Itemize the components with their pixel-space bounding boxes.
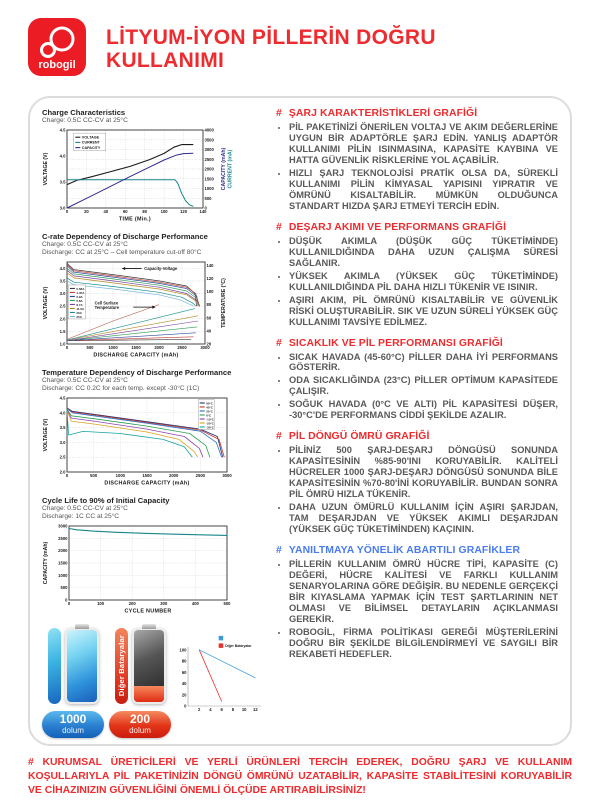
svg-text:400: 400 (191, 600, 199, 606)
svg-text:10: 10 (241, 706, 247, 712)
svg-text:0: 0 (67, 600, 71, 606)
svg-text:60: 60 (181, 669, 187, 675)
svg-text:5.8A: 5.8A (76, 298, 83, 303)
svg-text:40: 40 (206, 328, 212, 334)
temperature-discharge-block (42, 368, 264, 494)
chart-title: Charge Characteristics (42, 108, 126, 117)
svg-text:1.0: 1.0 (59, 341, 66, 347)
svg-text:4.5: 4.5 (59, 127, 66, 133)
svg-text:VOLTAGE (V): VOLTAGE (V) (43, 152, 49, 186)
svg-text:500: 500 (60, 584, 68, 590)
svg-text:3000: 3000 (222, 472, 232, 478)
badge-unit: dolum (62, 725, 84, 735)
svg-text:4000: 4000 (204, 127, 214, 133)
bullet-item: • SOĞUK HAVADA (0°C VE ALTI) PİL KAPASİTESİ DÜŞER, -30°C'DE PERFORMANS CİDDİ ŞEKİLDE AZALIR. (289, 399, 558, 421)
svg-text:8: 8 (231, 706, 235, 712)
cycle-life-block (42, 496, 264, 622)
footer-note: # KURUMSAL ÜRETİCİLERİ VE YERLİ ÜRÜNLERİ TERCİH EDEREK, DOĞRU ŞARJ VE KULLANIM KOŞULLARIYLA PİL PAKETİNİZİN DÖNGÜ ÖMRÜNÜ UZATABİLİR, KAPASİTE STABİLİTESİNİ KORUYABİLİR VE CİHAZINIZIN GÜVENLİĞİNİ ÖNEMLİ ÖLÇÜDE ARTIRABİLİRSİNİZ! (28, 757, 572, 797)
svg-text:1000: 1000 (204, 185, 214, 191)
svg-text:2.5: 2.5 (59, 303, 66, 309)
svg-text:120: 120 (206, 275, 214, 281)
bullet-item: • HIZLI ŞARJ TEKNOLOJİSİ PRATİK OLSA DA, SÜREKLİ KULLANIMI PİLİN KİMYASAL YAPISINI YIPRATIR VE ÖMRÜNÜ KISALTABİLİR. MÜMKÜN OLDUĞUNCA STANDART HIZDA ŞARJ ETMEYİ TERCİH EDİN. (289, 168, 558, 212)
svg-text:0: 0 (204, 205, 207, 211)
temperature-discharge-chart (42, 394, 234, 494)
svg-text:1000: 1000 (58, 572, 68, 578)
svg-text:0: 0 (65, 208, 69, 214)
svg-text:25°C: 25°C (206, 408, 213, 413)
bullet-item: • PİL PAKETİNİZİ ÖNERİLEN VOLTAJ VE AKIM DEĞERLERİNE UYGUN BİR ADAPTÖRLE ŞARJ EDİN. YANLIŞ ADAPTÖR KULLANIMI PİLİN ISINMASINA, KAPASİTE KAYBINA VE HATTA GÜVENLİK RİSKLERİNE YOL AÇABİLİR. (289, 122, 558, 166)
svg-text:-20°C: -20°C (206, 420, 214, 425)
svg-text:3000: 3000 (58, 523, 68, 529)
chart-subtitle: Discharge: 1C CC at 25°C (42, 513, 120, 521)
text-sections-column (276, 108, 562, 738)
svg-text:12: 12 (253, 706, 258, 712)
svg-text:100: 100 (97, 600, 105, 606)
svg-text:2000: 2000 (58, 547, 68, 553)
svg-text:Diğer Bataryalar: Diğer Bataryalar (225, 643, 252, 648)
charge-characteristics-block (42, 108, 264, 230)
section-heading: # YANILTMAYA YÖNELİK ABARTILI GRAFİKLER (276, 545, 521, 557)
chart-title: Cycle Life to 90% of Initial Capacity (42, 495, 170, 505)
svg-text:60: 60 (122, 208, 128, 214)
svg-text:0: 0 (65, 344, 69, 350)
section-desarj-akimi (276, 222, 558, 328)
svg-text:2000: 2000 (154, 344, 164, 350)
section-heading: # SICAKLIK VE PİL PERFORMANSI GRAFİĞİ (276, 337, 503, 349)
svg-text:1000: 1000 (115, 472, 125, 478)
section-heading: # ŞARJ KARAKTERİSTİKLERİ GRAFİĞİ (276, 108, 478, 119)
c-rate-discharge-block (42, 232, 264, 366)
svg-text:45°C: 45°C (206, 404, 213, 409)
robogil-logo (28, 18, 86, 76)
section-dongu-omru (276, 431, 558, 535)
svg-text:2.9A: 2.9A (76, 294, 83, 299)
svg-text:500: 500 (223, 600, 231, 606)
section-bullet-list (276, 122, 558, 212)
svg-text:20A: 20A (76, 310, 82, 315)
svg-text:DISCHARGE CAPACITY (mAh): DISCHARGE CAPACITY (mAh) (93, 352, 179, 359)
hash-icon: # (276, 337, 282, 349)
chart-subtitle: Discharge: CC at 25°C – Cell temperature cut-off 80°C (42, 249, 202, 257)
bullet-item: • AŞIRI AKIM, PİL ÖMRÜNÜ KISALTABİLİR VE GÜVENLİK RİSKİ OLUŞTURABİLİR. SIK VE UZUN SÜRELİ YÜKSEK GÜÇ KULLANIMI TAVSİYE EDİLMEZ. (289, 295, 558, 328)
svg-text:80: 80 (142, 208, 148, 214)
page-header (28, 18, 576, 76)
chart-subtitle: Charge: 0.5C CC-CV at 25°C (42, 377, 128, 385)
svg-text:2500: 2500 (177, 344, 187, 350)
robogil-battery-group (42, 628, 104, 738)
svg-text:3.5: 3.5 (59, 179, 66, 185)
full-battery-icon (65, 628, 99, 704)
svg-text:0°C: 0°C (206, 412, 212, 417)
bullet-item: • YÜKSEK AKIMLA (YÜKSEK GÜÇ TÜKETİMİNDE) KULLANILDIĞINDA PİL DAHA HIZLI TÜKENİR VE ISINIR. (289, 271, 558, 293)
hash-icon: # (276, 545, 282, 557)
svg-text:CAPACITY: CAPACITY (81, 145, 101, 150)
low-charge-level (134, 686, 164, 702)
svg-text:TEMPERATURE (°C): TEMPERATURE (°C) (221, 277, 227, 328)
svg-text:Cell Surface: Cell Surface (94, 300, 119, 306)
svg-text:500: 500 (90, 472, 98, 478)
svg-text:3000: 3000 (204, 146, 214, 152)
svg-text:1500: 1500 (204, 175, 214, 181)
svg-text:140: 140 (199, 208, 207, 214)
svg-text:4.0: 4.0 (59, 409, 66, 415)
svg-text:1500: 1500 (131, 344, 141, 350)
svg-text:4.0: 4.0 (59, 153, 66, 159)
svg-text:4.0: 4.0 (59, 265, 66, 271)
page-title-line1: LİTYUM-İYON PİLLERİN DOĞRU (106, 26, 436, 49)
badge-unit: dolum (129, 725, 151, 735)
svg-text:4: 4 (209, 706, 212, 712)
blue-capsule-icon (48, 628, 61, 704)
svg-text:2500: 2500 (58, 535, 68, 541)
svg-text:3000: 3000 (200, 344, 210, 350)
svg-text:20: 20 (181, 691, 187, 697)
chart-subtitle: Charge: 0.5C CC-CV at 25°C (42, 241, 128, 249)
section-bullet-list (276, 236, 558, 328)
svg-text:3.0: 3.0 (59, 439, 66, 445)
chart-subtitle: Charge: 0.5C CC-CV at 25°C (42, 117, 128, 125)
svg-text:2000: 2000 (204, 166, 214, 172)
svg-text:1500: 1500 (142, 472, 152, 478)
bullet-item: • DÜŞÜK AKIMLA (DÜŞÜK GÜÇ TÜKETİMİNDE) KULLANILDIĞINDA DAHA UZUN ÇALIŞMA SÜRESİ SAĞLANIR. (289, 236, 558, 269)
svg-text:6: 6 (220, 706, 223, 712)
svg-text:100: 100 (160, 208, 168, 214)
bullet-item: • DAHA UZUN ÖMÜRLÜ KULLANIM İÇİN AŞIRI ŞARJDAN, TAM DEŞARJDAN VE YÜKSEK AKIMLI DEŞARJDAN (YÜKSEK GÜÇ TÜKETİMİNDEN) KAÇININ. (289, 502, 558, 535)
svg-text:200: 200 (128, 600, 136, 606)
bullet-item: • PİLLERİN KULLANIM ÖMRÜ HÜCRE TİPİ, KAPASİTE (C) DEĞERİ, HÜCRE KALİTESİ VE FARKLI KULLANIM SENARYOLARINA GÖRE DEĞİŞİR. BU NEDENLE GERÇEKÇİ BİR KIYASLAMA YAPMAK İÇİN TEST ŞARTLARININ NET OLMASI VE BİLİMSEL DETAYLARIN AÇIKLANMASI GEREKİR. (289, 559, 558, 625)
svg-text:11.6A: 11.6A (76, 306, 85, 311)
svg-text:3500: 3500 (204, 136, 214, 142)
svg-text:robogil: robogil (38, 59, 76, 71)
battery-terminal-icon (75, 624, 89, 629)
svg-text:40: 40 (181, 680, 187, 686)
bullet-item: • SICAK HAVADA (45-60°C) PİLLER DAHA İYİ PERFORMANS GÖSTERİR. (289, 352, 558, 374)
cycle-life-chart (42, 522, 234, 622)
cycle-comparison-mini-chart-wrap (176, 632, 264, 716)
battery-comparison-figure (42, 628, 264, 738)
svg-text:2500: 2500 (195, 472, 205, 478)
page-title-line2: KULLANIMI (106, 49, 225, 73)
other-battery-group (109, 628, 171, 738)
cycle-comparison-mini-chart (176, 632, 264, 716)
content-card (28, 96, 572, 746)
svg-text:3.5: 3.5 (59, 278, 66, 284)
svg-text:CURRENT (mA): CURRENT (mA) (227, 149, 234, 189)
section-bullet-list (276, 352, 558, 422)
svg-text:-10°C: -10°C (206, 416, 214, 421)
svg-text:1000: 1000 (108, 344, 118, 350)
hash-icon: # (276, 221, 282, 233)
svg-text:Temperature: Temperature (94, 304, 120, 310)
svg-text:80: 80 (181, 658, 187, 664)
svg-text:1.5: 1.5 (59, 328, 66, 334)
svg-text:2500: 2500 (204, 156, 214, 162)
svg-text:CAPACITY (mAh): CAPACITY (mAh) (43, 541, 49, 584)
svg-text:1.45A: 1.45A (76, 290, 85, 295)
robogil-logo-icon (28, 18, 86, 76)
cycle-count-badge-other (109, 711, 171, 738)
svg-text:80: 80 (206, 301, 212, 307)
empty-battery-icon (132, 628, 166, 704)
svg-text:VOLTAGE: VOLTAGE (81, 135, 100, 140)
section-sicaklik-performans (276, 338, 558, 422)
section-heading: # DEŞARJ AKIMI VE PERFORMANS GRAFİĞİ (276, 221, 507, 233)
cycle-count-badge-robogil (42, 711, 104, 738)
section-bullet-list (276, 445, 558, 535)
svg-text:500: 500 (86, 344, 94, 350)
svg-text:0: 0 (184, 703, 187, 709)
other-batteries-label: Diğer Bataryalar (116, 635, 126, 697)
svg-text:100: 100 (179, 646, 187, 652)
svg-text:120: 120 (180, 208, 188, 214)
badge-value: 200 (129, 712, 151, 727)
bullet-item: • ODA SICAKLIĞINDA (23°C) PİLLER OPTİMUM KAPASİTEDE ÇALIŞIR. (289, 375, 558, 397)
svg-text:0.58A: 0.58A (76, 286, 85, 291)
svg-text:0: 0 (65, 472, 69, 478)
battery-terminal-icon (142, 624, 156, 629)
svg-text:3.0: 3.0 (59, 290, 66, 296)
svg-text:TIME (Min.): TIME (Min.) (118, 216, 152, 223)
bullet-item: • PİLİNİZ 500 ŞARJ-DEŞARJ DÖNGÜSÜ SONUNDA KAPASİTESİNİN %85-90'INI KORUYABİLİR. KALİTELİ HÜCRELER 1000 ŞARJ-DEŞARJ DÖNGÜSÜ SONUNDA BİLE KAPASİTESİNİN %70-80'İNİ KORUYABİLİR. BUNDAN SONRA PİL ÖMRÜ HIZLA TÜKENİR. (289, 445, 558, 500)
section-abartili-grafikler (276, 545, 558, 660)
svg-text:300: 300 (160, 600, 168, 606)
svg-text:3.5: 3.5 (59, 424, 66, 430)
svg-text:8.7A: 8.7A (76, 302, 83, 307)
red-capsule-icon (115, 628, 128, 704)
chart-title: Temperature Dependency of Discharge Performance (42, 367, 232, 377)
svg-text:2.5: 2.5 (59, 454, 66, 460)
svg-text:40: 40 (103, 208, 109, 214)
svg-text:2.0: 2.0 (59, 469, 66, 475)
svg-text:3.0: 3.0 (59, 205, 66, 211)
svg-text:500: 500 (204, 195, 212, 201)
svg-text:-30°C: -30°C (206, 424, 214, 429)
svg-text:100: 100 (206, 288, 214, 294)
svg-text:CYCLE NUMBER: CYCLE NUMBER (124, 608, 172, 615)
svg-text:VOLTAGE (V): VOLTAGE (V) (43, 418, 49, 451)
svg-text:60: 60 (206, 314, 212, 320)
section-sarj-karakteristikleri (276, 108, 558, 212)
c-rate-discharge-chart (42, 258, 234, 366)
svg-text:0: 0 (65, 597, 68, 603)
svg-text:60°C: 60°C (206, 400, 213, 405)
svg-text:CAPACITY (mAh): CAPACITY (mAh) (221, 147, 227, 190)
svg-text:20: 20 (206, 341, 212, 347)
svg-text:CURRENT: CURRENT (81, 140, 100, 145)
svg-text:DISCHARGE CAPACITY (mAh): DISCHARGE CAPACITY (mAh) (104, 480, 190, 487)
svg-text:1500: 1500 (58, 560, 68, 566)
page-title (106, 26, 436, 72)
chart-subtitle: Charge: 0.5C CC-CV at 25°C (42, 505, 128, 513)
svg-text:2.0: 2.0 (59, 315, 66, 321)
svg-text:20: 20 (84, 208, 89, 214)
section-bullet-list (276, 559, 558, 660)
badge-value: 1000 (59, 712, 87, 727)
hash-icon: # (276, 431, 282, 443)
charge-characteristics-chart (42, 126, 234, 230)
svg-text:Capacity-Voltage: Capacity-Voltage (144, 265, 178, 271)
svg-text:2000: 2000 (169, 472, 179, 478)
hash-icon: # (276, 108, 282, 119)
svg-text:VOLTAGE (V): VOLTAGE (V) (43, 286, 49, 320)
svg-text:140: 140 (206, 262, 214, 268)
svg-text:25A: 25A (76, 314, 82, 319)
bullet-item: • ROBOGİL, FİRMA POLİTİKASI GEREĞİ MÜŞTERİLERİNİ DOĞRU BİR ŞEKİLDE BİLGİLENDİRMEYİ VE SAYGILI BİR REKABETİ HEDEFLER. (289, 627, 558, 660)
charts-column (42, 108, 264, 738)
svg-text:2: 2 (198, 706, 201, 712)
chart-title: C-rate Dependency of Discharge Performance (42, 231, 208, 241)
svg-text:4.5: 4.5 (59, 395, 66, 401)
chart-subtitle: Discharge: CC 0.2C for each temp. except -30°C (1C) (42, 385, 200, 393)
section-heading: # PİL DÖNGÜ ÖMRÜ GRAFİĞİ (276, 431, 430, 443)
